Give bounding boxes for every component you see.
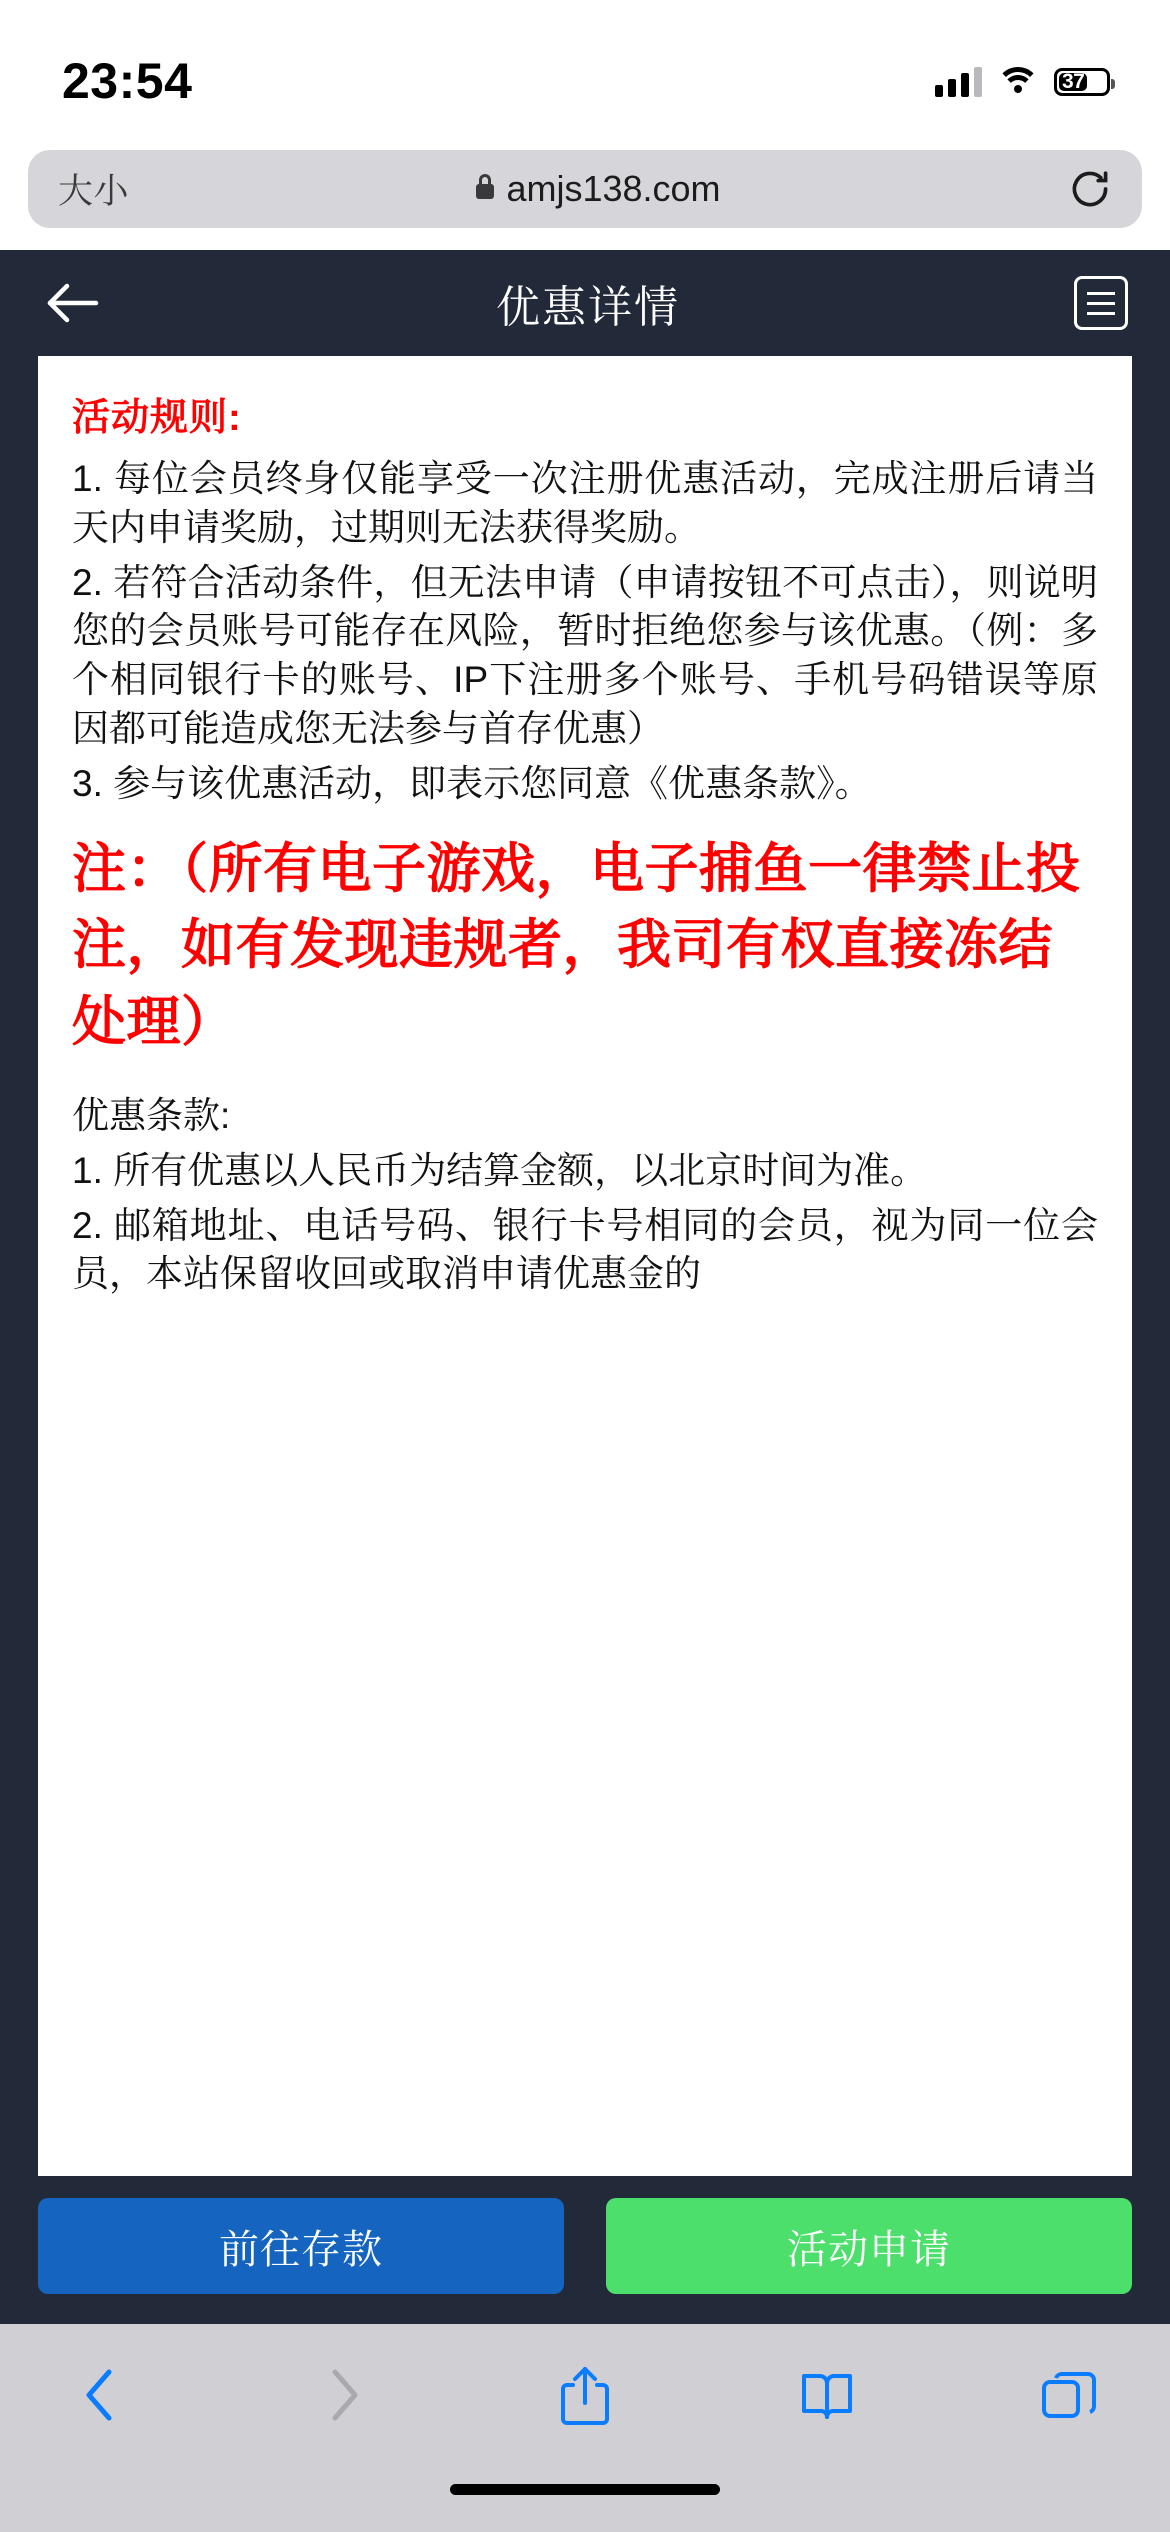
safari-toolbar xyxy=(0,2324,1170,2466)
back-arrow-icon[interactable] xyxy=(42,278,102,328)
term-item: 1. 所有优惠以人民币为结算金额，以北京时间为准。 xyxy=(72,1149,928,1191)
apply-button[interactable]: 活动申请 xyxy=(606,2198,1132,2294)
lock-icon xyxy=(476,184,494,199)
url-text: amjs138.com xyxy=(506,168,721,209)
cellular-signal-icon xyxy=(935,67,982,97)
book-icon[interactable] xyxy=(796,2364,858,2426)
url-display[interactable] xyxy=(129,168,1068,210)
deposit-button[interactable]: 前往存款 xyxy=(38,2198,564,2294)
rules-title: 活动规则: xyxy=(72,397,242,439)
hamburger-menu-icon[interactable] xyxy=(1074,276,1128,330)
text-size-button[interactable]: 大小 xyxy=(58,172,130,211)
rule-item: 2. 若符合活动条件，但无法申请（申请按钮不可点击），则说明您的会员账号可能存在风险，暂时拒绝您参与该优惠。（例：多个相同银行卡的账号、IP下注册多个账号、手机号码错误等原因都可能造成您无法参与首存优惠） xyxy=(72,561,1098,750)
terms-title: 优惠条款: xyxy=(72,1094,231,1136)
battery-level: 37 xyxy=(1062,70,1085,93)
share-icon[interactable] xyxy=(554,2364,616,2426)
browser-urlbar-container xyxy=(0,150,1170,250)
tabs-icon[interactable] xyxy=(1038,2364,1100,2426)
status-bar xyxy=(0,0,1170,150)
home-indicator-area xyxy=(0,2466,1170,2532)
promo-detail-card xyxy=(38,356,1132,2176)
chevron-right-icon xyxy=(312,2364,374,2426)
reload-icon[interactable] xyxy=(1068,167,1112,211)
app-header xyxy=(0,250,1170,356)
address-bar[interactable] xyxy=(28,150,1142,228)
chevron-left-icon[interactable] xyxy=(70,2364,132,2426)
wifi-icon xyxy=(999,67,1037,97)
warning-notice: 注：（所有电子游戏，电子捕鱼一律禁止投注，如有发现违规者，我司有权直接冻结处理） xyxy=(72,838,1081,1053)
status-time: 23:54 xyxy=(62,53,193,109)
rule-item: 3. 参与该优惠活动，即表示您同意《优惠条款》。 xyxy=(72,762,872,804)
action-buttons xyxy=(0,2176,1170,2324)
content-area xyxy=(0,356,1170,2176)
page-title: 优惠详情 xyxy=(496,283,680,332)
status-indicators xyxy=(935,53,1110,97)
rule-item: 1. 每位会员终身仅能享受一次注册优惠活动，完成注册后请当天内申请奖励，过期则无法获得奖励。 xyxy=(72,458,1098,548)
term-item: 2. 邮箱地址、电话号码、银行卡号相同的会员，视为同一位会员，本站保留收回或取消申请优惠金的 xyxy=(72,1204,1098,1295)
home-indicator[interactable] xyxy=(450,2484,720,2495)
battery-icon xyxy=(1054,68,1110,96)
